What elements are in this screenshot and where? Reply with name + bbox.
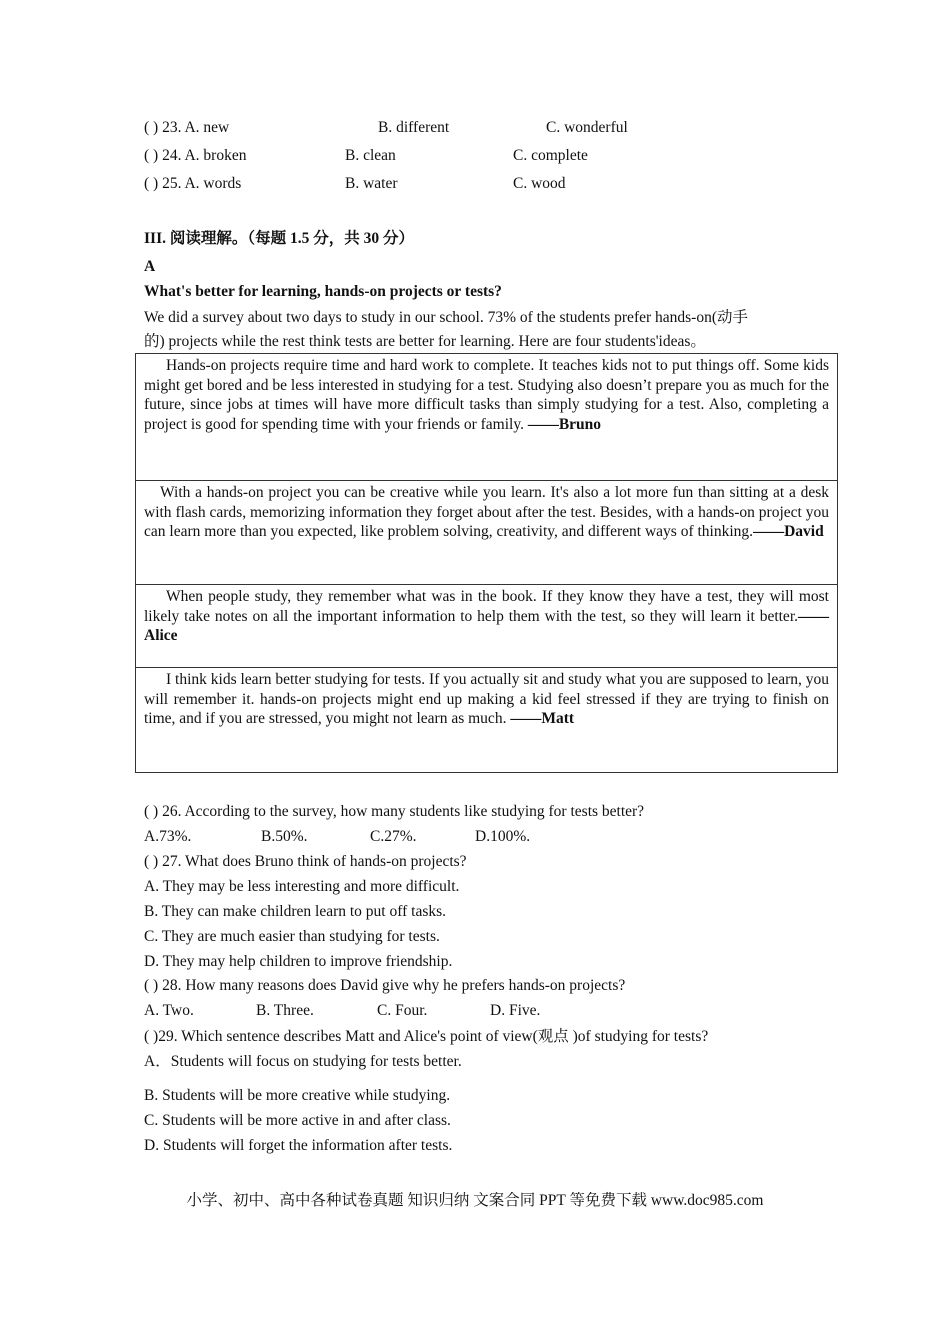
passage-title: What's better for learning, hands-on projects or tests? <box>144 283 502 300</box>
opinion-bruno <box>136 354 837 481</box>
q25-option-b: B. water <box>345 175 398 192</box>
opinion-author: ——Matt <box>510 710 575 727</box>
passage-label: A <box>144 258 156 275</box>
q26-option-c: C.27%. <box>370 828 417 845</box>
q27-option-d: D. They may help children to improve friendship. <box>144 953 453 970</box>
q26-option-b: B.50%. <box>261 828 308 845</box>
q24-stem: ( ) 24. A. broken <box>144 147 247 164</box>
opinions-table <box>135 353 838 773</box>
question-27: ( ) 27. What does Bruno think of hands-on projects? <box>144 853 467 870</box>
opinion-alice <box>136 585 837 668</box>
opinion-author: ——Alice <box>144 607 829 644</box>
q28-option-b: B. Three. <box>256 1002 314 1019</box>
question-29: ( )29. Which sentence describes Matt and Alice's point of view(观点 )of studying for tests? <box>144 1028 709 1045</box>
q24-option-b: B. clean <box>345 147 396 164</box>
opinion-matt <box>136 668 837 772</box>
q27-option-b: B. They can make children learn to put off tasks. <box>144 903 447 920</box>
opinion-text: Hands-on projects require time and hard work to complete. It teaches kids not to put things off. Some kids might get bored and be less interested in studying for a test. Studying also doesn’t prepare you as much for the future, since jobs at times will have more difficult tasks than simply studying for a test. Also, completing a project is good for spending time with your friends or family. <box>144 357 829 433</box>
q28-option-c: C. Four. <box>377 1002 428 1019</box>
page-footer: 小学、初中、高中各种试卷真题 知识归纳 文案合同 PPT 等免费下载 www.doc985.com <box>186 1192 764 1209</box>
q29-option-b: B. Students will be more creative while studying. <box>144 1087 451 1104</box>
q29-option-c: C. Students will be more active in and after class. <box>144 1112 451 1129</box>
opinion-author: ——Bruno <box>527 415 602 433</box>
opinion-text: When people study, they remember what was in the book. If they know they have a test, they will most likely take notes on all the important information to help them with the test, so they will learn it better. <box>144 588 829 625</box>
intro-line-2: 的) projects while the rest think tests are better for learning. Here are four students'ideas。 <box>144 333 706 350</box>
opinion-text: With a hands-on project you can be creative while you learn. It's also a lot more fun than sitting at a desk with flash cards, memorizing information they forget about after the test. Besides, with a hands-on project you can learn more than you expected, like problem solving, creativity, and different ways of thinking. <box>144 484 829 540</box>
q29-option-d: D. Students will forget the information after tests. <box>144 1137 453 1154</box>
opinion-david <box>136 481 837 585</box>
q25-option-c: C. wood <box>513 175 566 192</box>
intro-line-1: We did a survey about two days to study in our school. 73% of the students prefer hands-on(动手 <box>144 309 749 326</box>
section-heading: III. 阅读理解。（每题 1.5 分，共 30 分） <box>144 230 414 247</box>
question-26: ( ) 26. According to the survey, how many students like studying for tests better? <box>144 803 645 820</box>
q27-option-c: C. They are much easier than studying for tests. <box>144 928 440 945</box>
q26-option-d: D.100%. <box>475 828 531 845</box>
q25-stem: ( ) 25. A. words <box>144 175 242 192</box>
q23-option-c: C. wonderful <box>546 119 628 136</box>
q29-option-a: A．Students will focus on studying for tests better. <box>144 1053 462 1070</box>
q27-option-a: A. They may be less interesting and more difficult. <box>144 878 460 895</box>
q23-option-b: B. different <box>378 119 450 136</box>
q28-option-d: D. Five. <box>490 1002 541 1019</box>
q26-option-a: A.73%. <box>144 828 192 845</box>
question-28: ( ) 28. How many reasons does David give why he prefers hands-on projects? <box>144 977 626 994</box>
q23-stem: ( ) 23. A. new <box>144 119 230 136</box>
opinion-text: I think kids learn better studying for tests. If you actually sit and study what you are supposed to learn, you will remember it. hands-on projects might end up making a kid feel stressed if they are trying to finish on time, and if you are stressed, you might not learn as much. <box>144 671 829 727</box>
opinion-author: ——David <box>753 523 824 540</box>
q28-option-a: A. Two. <box>144 1002 194 1019</box>
q24-option-c: C. complete <box>513 147 588 164</box>
